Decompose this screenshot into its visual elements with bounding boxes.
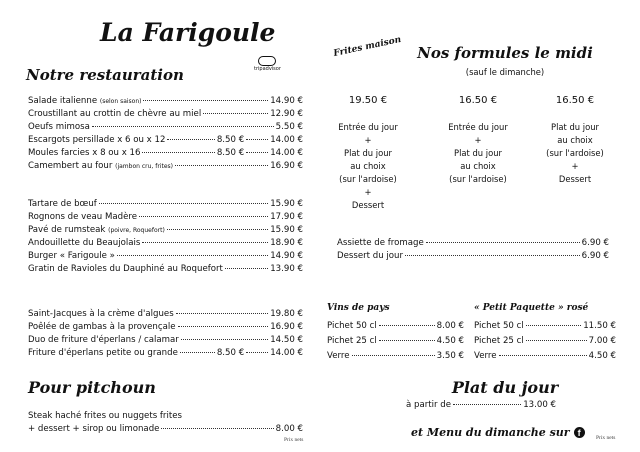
item-price: 14.50 €: [270, 335, 303, 345]
item-price: 13.90 €: [270, 264, 303, 274]
formule-line: (sur l'ardoise): [339, 174, 397, 184]
menu-item: [28, 335, 303, 348]
prix-nets: Prix nets: [596, 435, 616, 441]
formule-line: +: [364, 187, 372, 197]
menu-dimanche: et Menu du dimanche sur f: [411, 426, 585, 439]
menu-item: [28, 264, 303, 277]
formule-line: Entrée du jour: [448, 122, 508, 132]
formule-line: (sur l'ardoise): [546, 148, 604, 158]
wine1-heading: Vins de pays: [327, 303, 390, 313]
item-note: (jambon cru, frites): [115, 163, 173, 170]
item-name: Andouillette du Beaujolais: [28, 238, 141, 248]
kids-heading: Pour pitchoun: [28, 378, 156, 397]
item-name: Poêlée de gambas à la provençale: [28, 322, 176, 332]
formule-price: 16.50 €: [555, 95, 595, 106]
formule-line: Plat du jour: [344, 148, 392, 158]
item-name: Saint-Jacques à la crème d'algues: [28, 309, 174, 319]
formule: [525, 94, 625, 186]
formule-line: Dessert: [558, 174, 592, 184]
kids-line1: Steak haché frites ou nuggets frites: [28, 411, 182, 421]
item-price: 16.90 €: [270, 322, 303, 332]
section-heading: Notre restauration: [26, 66, 184, 84]
formule-line: au choix: [557, 135, 593, 145]
item-name: Burger « Farigoule »: [28, 251, 115, 261]
wine-item: Pichet 50 cl 8.00 €: [327, 321, 464, 331]
formule-line: Plat du jour: [551, 122, 599, 132]
extra-item: Dessert du jour 6.90 €: [337, 251, 609, 261]
item-price: 16.90 €: [270, 161, 303, 171]
item-price: 12.90 €: [270, 109, 303, 119]
owl-icon: [258, 56, 276, 66]
menu-item: [28, 348, 303, 361]
item-price: 14.00 €: [270, 348, 303, 358]
formule-price: 19.50 €: [348, 95, 388, 106]
item-price: 14.00 €: [270, 135, 303, 145]
menu-item: [28, 161, 303, 174]
item-price-small: 8.50 €: [216, 348, 245, 358]
menu-item: [28, 238, 303, 251]
wine-item: Pichet 50 cl 11.50 €: [474, 321, 616, 331]
item-price: 14.90 €: [270, 96, 303, 106]
item-price: 5.50 €: [275, 122, 303, 132]
formule-price: 16.50 €: [458, 95, 498, 106]
formule-line: Plat du jour: [454, 148, 502, 158]
item-price: 17.90 €: [270, 212, 303, 222]
formule-line: Entrée du jour: [338, 122, 398, 132]
item-name: Friture d'éperlans petite ou grande: [28, 348, 178, 358]
item-name: Duo de friture d'éperlans / calamar: [28, 335, 179, 345]
item-name: Rognons de veau Madère: [28, 212, 138, 222]
item-name: Salade italienne: [28, 96, 98, 106]
menu-item: [28, 225, 303, 238]
formule-line: +: [571, 161, 579, 171]
item-name: Moules farcies x 8 ou x 16: [28, 148, 141, 158]
wine2-heading: « Petit Paquette » rosé: [474, 303, 589, 313]
formule: [428, 94, 528, 186]
item-note: (selon saison): [99, 98, 142, 105]
formule-line: +: [474, 135, 482, 145]
menu-item: [28, 309, 303, 322]
item-name: Tartare de bœuf: [28, 199, 97, 209]
item-name: Croustillant au crottin de chèvre au miel: [28, 109, 202, 119]
item-price: 14.00 €: [270, 148, 303, 158]
item-note: (poivre, Roquefort): [108, 227, 165, 234]
plat-heading: Plat du jour: [451, 378, 559, 397]
menu-item: [28, 212, 303, 225]
menu-item: [28, 148, 303, 161]
item-name: Camembert au four: [28, 161, 113, 171]
item-name: Gratin de Ravioles du Dauphiné au Roquefort: [28, 264, 223, 274]
extra-item: Assiette de fromage 6.90 €: [337, 238, 609, 248]
menu-item: [28, 135, 303, 148]
formules-heading: Nos formules le midi: [417, 44, 593, 62]
wine-item: Pichet 25 cl 7.00 €: [474, 336, 616, 346]
item-price: 15.90 €: [270, 225, 303, 235]
wine-item: Verre 3.50 €: [327, 351, 464, 361]
item-price: 14.90 €: [270, 251, 303, 261]
item-price-small: 8.50 €: [216, 148, 245, 158]
kids-menu: + dessert + sirop ou limonade 8.00 €: [28, 424, 303, 434]
wine-item: Verre 4.50 €: [474, 351, 616, 361]
item-name: Oeufs mimosa: [28, 122, 90, 132]
formule-line: (sur l'ardoise): [449, 174, 507, 184]
menu-item: [28, 251, 303, 264]
restaurant-title: La Farigoule: [100, 18, 276, 47]
item-price: 15.90 €: [270, 199, 303, 209]
menu-item: [28, 199, 303, 212]
formule-line: Dessert: [351, 200, 385, 210]
tripadvisor-logo: tripadvisor: [254, 56, 281, 72]
menu-item: [28, 322, 303, 335]
formule-line: +: [364, 135, 372, 145]
prix-nets: Prix nets: [284, 437, 304, 443]
formule: [318, 94, 418, 212]
formule-line: au choix: [350, 161, 386, 171]
facebook-icon[interactable]: f: [574, 427, 585, 438]
menu-item: [28, 109, 303, 122]
item-name: Pavé de rumsteak: [28, 225, 106, 235]
frites-maison: Frites maison: [332, 34, 403, 60]
plat-du-jour-price: à partir de 13.00 €: [406, 400, 556, 410]
wine-item: Pichet 25 cl 4.50 €: [327, 336, 464, 346]
item-price-small: 8.50 €: [216, 135, 245, 145]
item-price: 18.90 €: [270, 238, 303, 248]
formules-sub: (sauf le dimanche): [465, 67, 545, 77]
item-name: Escargots persillade x 6 ou x 12: [28, 135, 166, 145]
formule-line: au choix: [460, 161, 496, 171]
menu-item: [28, 122, 303, 135]
item-price: 19.80 €: [270, 309, 303, 319]
menu-item: [28, 96, 303, 109]
